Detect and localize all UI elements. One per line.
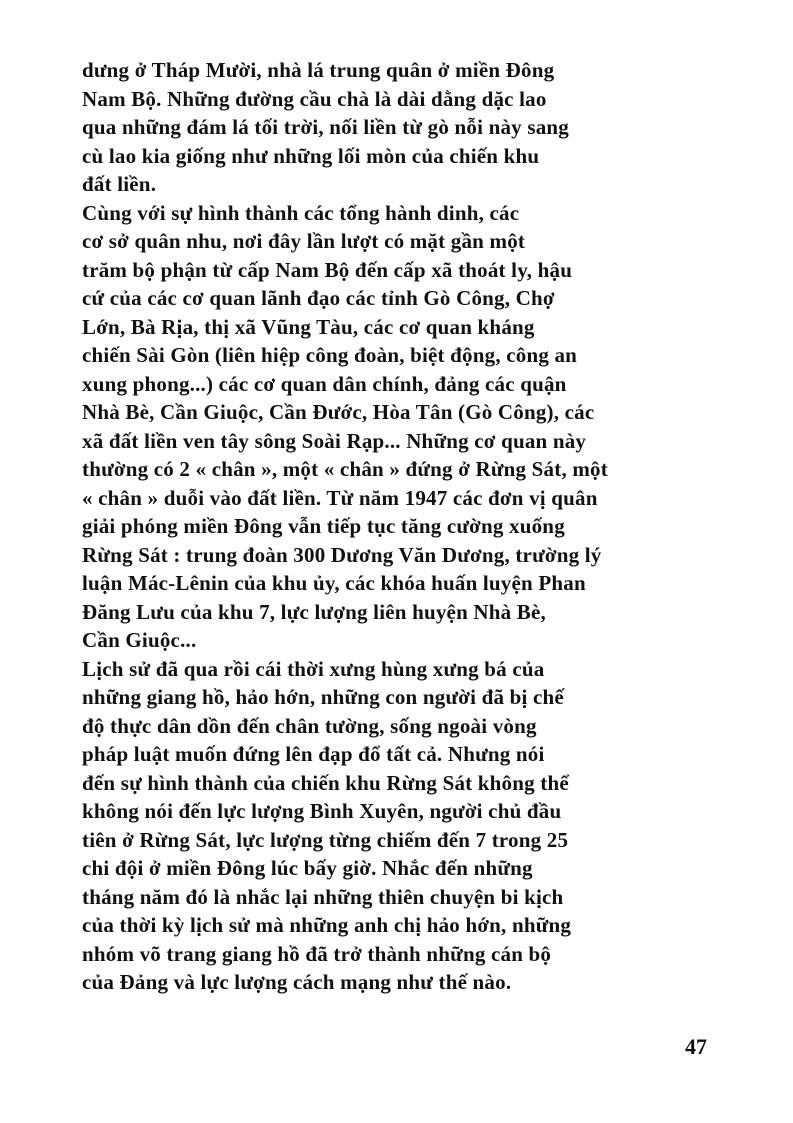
body-text — [82, 56, 712, 997]
paragraph-1: dưng ở Tháp Mười, nhà lá trung quân ở miền Đông Nam Bộ. Những đường cầu chà là dài dằng dặc lao qua những đám lá tối trời, nối liền từ gò nỗi này sang cù lao kia giống như những lối mòn của chiến khu đất liền. — [82, 58, 569, 196]
page-number: 47 — [685, 1034, 707, 1059]
paragraph-3: Lịch sử đã qua rồi cái thời xưng hùng xưng bá của những giang hồ, hảo hớn, những con người đã bị chế độ thực dân dồn đến chân tường, sống ngoài vòng pháp luật muốn đứng lên đạp đổ tất cả. Nhưng nói đến sự hình thành của chiến khu Rừng Sát không thể không nói đến lực lượng Bình Xuyên, người chủ đầu tiên ở Rừng Sát, lực lượng từng chiếm đến 7 trong 25 chi đội ở miền Đông lúc bấy giờ. Nhắc đến những tháng năm đó là nhắc lại những thiên chuyện bi kịch của thời kỳ lịch sử mà những anh chị hảo hớn, những nhóm võ trang giang hồ đã trở thành những cán bộ của Đảng và lực lượng cách mạng như thế nào. — [82, 656, 572, 994]
paragraph-2: Cùng với sự hình thành các tổng hành dinh, các cơ sở quân nhu, nơi đây lần lượt có mặt gần một trăm bộ phận từ cấp Nam Bộ đến cấp xã thoát ly, hậu cứ của các cơ quan lãnh đạo các tỉnh Gò Công, Chợ Lớn, Bà Rịa, thị xã Vũng Tàu, các cơ quan kháng chiến Sài Gòn (liên hiệp công đoàn, biệt động, công an xung phong...) các cơ quan dân chính, đảng các quận Nhà Bè, Cần Giuộc, Cần Đước, Hòa Tân (Gò Công), các xã đất liền ven tây sông Soài Rạp... Những cơ quan này thường có 2 « chân », một « chân » đứng ở Rừng Sát, một « chân » duỗi vào đất liền. Từ năm 1947 các đơn vị quân giải phóng miền Đông vẫn tiếp tục tăng cường xuống Rừng Sát : trung đoàn 300 Dương Văn Dương, trường lý luận Mác-Lênin của khu ủy, các khóa huấn luyện Phan Đăng Lưu của khu 7, lực lượng liên huyện Nhà Bè, Cần Giuộc... — [82, 200, 608, 652]
